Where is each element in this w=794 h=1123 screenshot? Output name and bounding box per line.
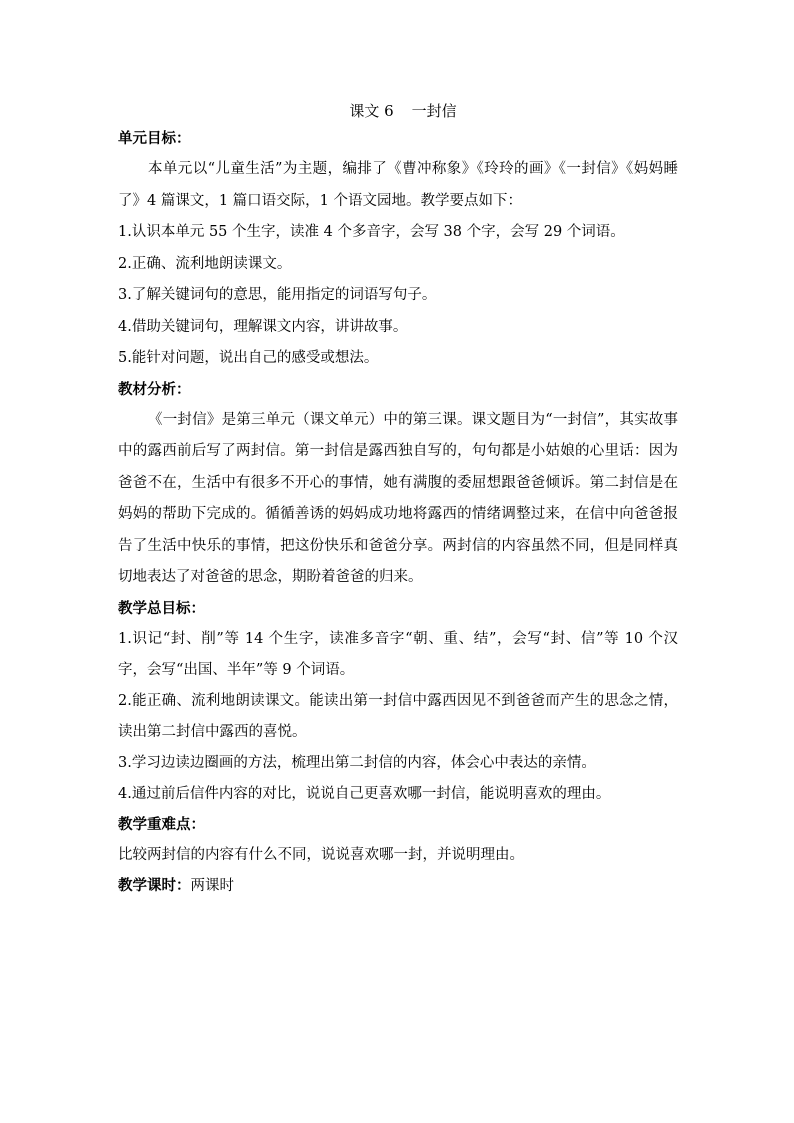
difficulty-text: 比较两封信的内容有什么不同，说说喜欢哪一封，并说明理由。 — [118, 846, 524, 863]
hours-value: 两课时 — [190, 878, 234, 894]
hours-line — [118, 871, 678, 901]
teaching-goal-item: 1.识记“封、削”等 14 个生字，读准多音字“朝、重、结”，会写“封、信”等 10 个汉字，会写“出国、半年”等 9 个词语。 — [118, 630, 678, 678]
unit-goals-heading: 单元目标： — [118, 131, 191, 147]
teaching-goal-item: 4.通过前后信件内容的对比，说说自己更喜欢哪一封信，能说明喜欢的理由。 — [118, 785, 611, 802]
unit-goal-item: 2.正确、流利地朗读课文。 — [118, 255, 292, 272]
unit-goal-item: 1.认识本单元 55 个生字，读准 4 个多音字，会写 38 个字，会写 29 个词语。 — [118, 224, 625, 240]
document-page — [118, 98, 678, 901]
unit-goal-item: 4.借助关键词句，理解课文内容，讲讲故事。 — [118, 318, 408, 335]
teaching-goal-item: 3.学习边读边圈画的方法，梳理出第二封信的内容，体会心中表达的亲情。 — [118, 754, 596, 771]
teaching-goal-item: 2.能正确、流利地朗读课文。能读出第一封信中露西因见不到爸爸而产生的思念之情，读出第二封信中露西的喜悦。 — [118, 692, 678, 740]
unit-goal-item: 3.了解关键词句的意思，能用指定的词语写句子。 — [118, 287, 437, 303]
unit-goal-item: 5.能针对问题，说出自己的感受或想法。 — [118, 350, 379, 366]
lesson-number: 课文 6 — [349, 102, 394, 120]
unit-goals-intro: 本单元以“儿童生活”为主题，编排了《曹冲称象》《玲玲的画》《一封信》《妈妈睡了》4 篇课文，1 篇口语交际，1 个语文园地。教学要点如下： — [118, 161, 678, 209]
lesson-name: 一封信 — [411, 102, 457, 120]
teaching-goals-heading: 教学总目标： — [118, 600, 205, 617]
difficulty-heading: 教学重难点： — [118, 816, 205, 833]
analysis-text: 《一封信》是第三单元（课文单元）中的第三课。课文题目为“一封信”，其实故事中的露西前后写了两封信。第一封信是露西独自写的，句句都是小姑娘的心里话：因为爸爸不在，生活中有很多不开心的事情，她有满腹的委屈想跟爸爸倾诉。第二封信是在妈妈的帮助下完成的。循循善诱的妈妈成功地将露西的情绪调整过来，在信中向爸爸报告了生活中快乐的事情，把这份快乐和爸爸分享。两封信的内容虽然不同，但是同样真切地表达了对爸爸的思念，期盼着爸爸的归来。 — [118, 411, 678, 585]
hours-heading: 教学课时： — [118, 878, 191, 894]
page-title — [118, 98, 678, 124]
analysis-heading: 教材分析： — [118, 381, 191, 398]
